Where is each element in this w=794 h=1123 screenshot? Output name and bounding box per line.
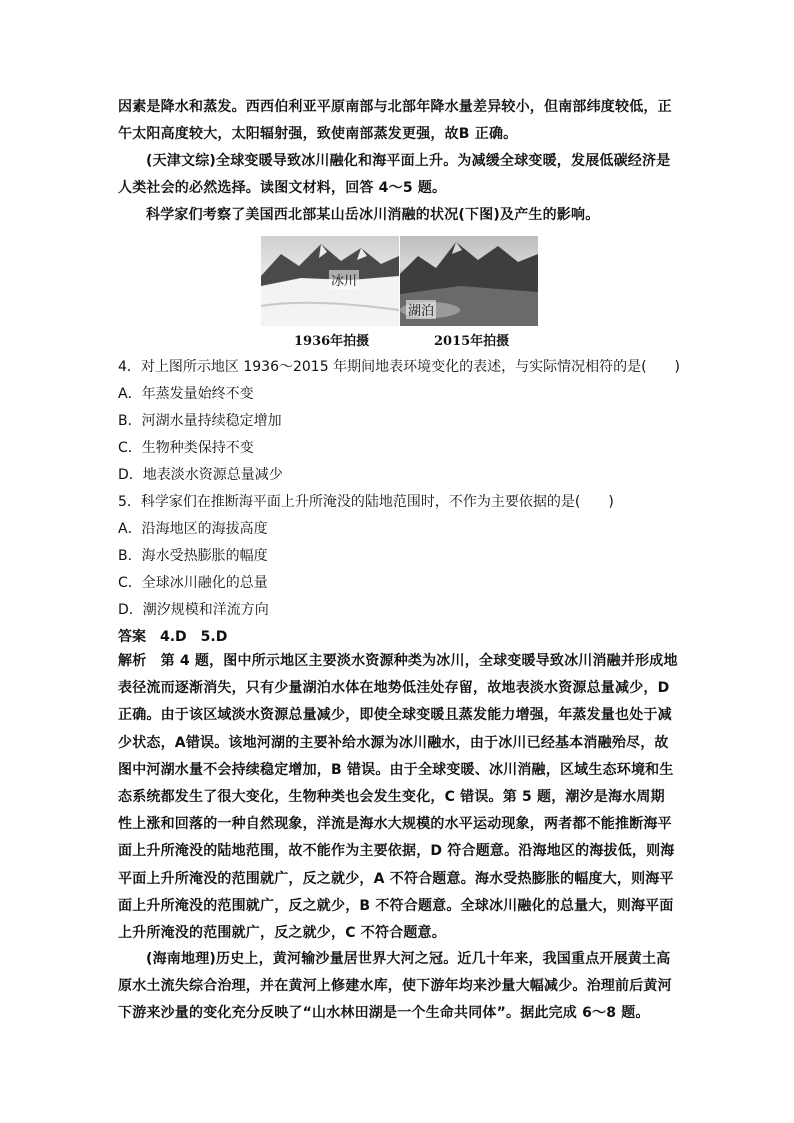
- question-5-stem: 5．科学家们在推断海平面上升所淹没的陆地范围时，不作为主要依据的是( ): [118, 494, 614, 510]
- question-4-option-b: B．河湖水量持续稳定增加: [118, 413, 282, 429]
- source-paragraph: (天津文综)全球变暖导致冰川融化和海平面上升。为减缓全球变暖，发展低碳经济是人类社会的必然选择。读图文材料，回答 4～5 题。: [118, 153, 671, 197]
- answer-line: 答案 4.D 5.D: [118, 629, 228, 645]
- intro-paragraph: 因素是降水和蒸发。西西伯利亚平原南部与北部年降水量差异较小，但南部纬度较低，正午太阳高度较大，太阳辐射强，致使南部蒸发更强，故B 正确。: [118, 99, 672, 143]
- caption-1936: 1936年拍摄: [294, 334, 370, 349]
- question-4-option-a: A．年蒸发量始终不变: [118, 386, 254, 402]
- question-5-option-a: A．沿海地区的海拔高度: [118, 521, 268, 537]
- question-5-option-b: B．海水受热膨胀的幅度: [118, 548, 268, 564]
- question-5-option-d: D．潮汐规模和洋流方向: [118, 602, 269, 618]
- lake-label: 湖泊: [406, 300, 436, 319]
- lake-photo-2015: [400, 236, 538, 326]
- glacier-label: 冰川: [329, 270, 359, 289]
- question-4-option-d: D．地表淡水资源总量减少: [118, 467, 283, 483]
- question-4-option-c: C．生物种类保持不变: [118, 440, 254, 456]
- next-source-paragraph: (海南地理)历史上，黄河输沙量居世界大河之冠。近几十年来，我国重点开展黄土高原水土流失综合治理，并在黄河上修建水库，使下游年均来沙量大幅减少。治理前后黄河下游来沙量的变化充分反映了“山水林田湖是一个生命共同体”。据此完成 6～8 题。: [118, 951, 672, 1022]
- material-paragraph: 科学家们考察了美国西北部某山岳冰川消融的状况(下图)及产生的影响。: [146, 207, 600, 223]
- question-4-stem: 4．对上图所示地区 1936～2015 年期间地表环境变化的表述，与实际情况相符的是( ): [118, 359, 680, 375]
- analysis-paragraph: 解析 第 4 题，图中所示地区主要淡水资源种类为冰川，全球变暖导致冰川消融并形成地表径流而逐渐消失，只有少量湖泊水体在地势低洼处存留，故地表淡水资源总量减少，D 正确。由于该区域淡水资源总量减少，即使全球变暖且蒸发能力增强，年蒸发量也处于减少状态，A错误。该地河湖的主要补给水源为冰川融水，由于冰川已经基本消融殆尽，故图中河湖水量不会持续稳定增加，B 错误。由于全球变暖、冰川消融，区域生态环境和生态系统都发生了很大变化，生物种类也会发生变化，C 错误。第 5 题，潮汐是海水周期性上涨和回落的一种自然现象，洋流是海水大规模的水平运动现象，两者都不能推断海平面上升所淹没的陆地范围，故不能作为主要依据，D 符合题意。沿海地区的海拔低，则海平面上升所淹没的范围就广，反之就少，A 不符合题意。海水受热膨胀的幅度大，则海平面上升所淹没的范围就广，反之就少，B 不符合题意。全球冰川融化的总量大，则海平面上升所淹没的范围就广，反之就少，C 不符合题意。: [118, 653, 678, 942]
- question-5-option-c: C．全球冰川融化的总量: [118, 575, 268, 591]
- glacier-photo-1936: [261, 236, 399, 326]
- caption-2015: 2015年拍摄: [434, 334, 510, 349]
